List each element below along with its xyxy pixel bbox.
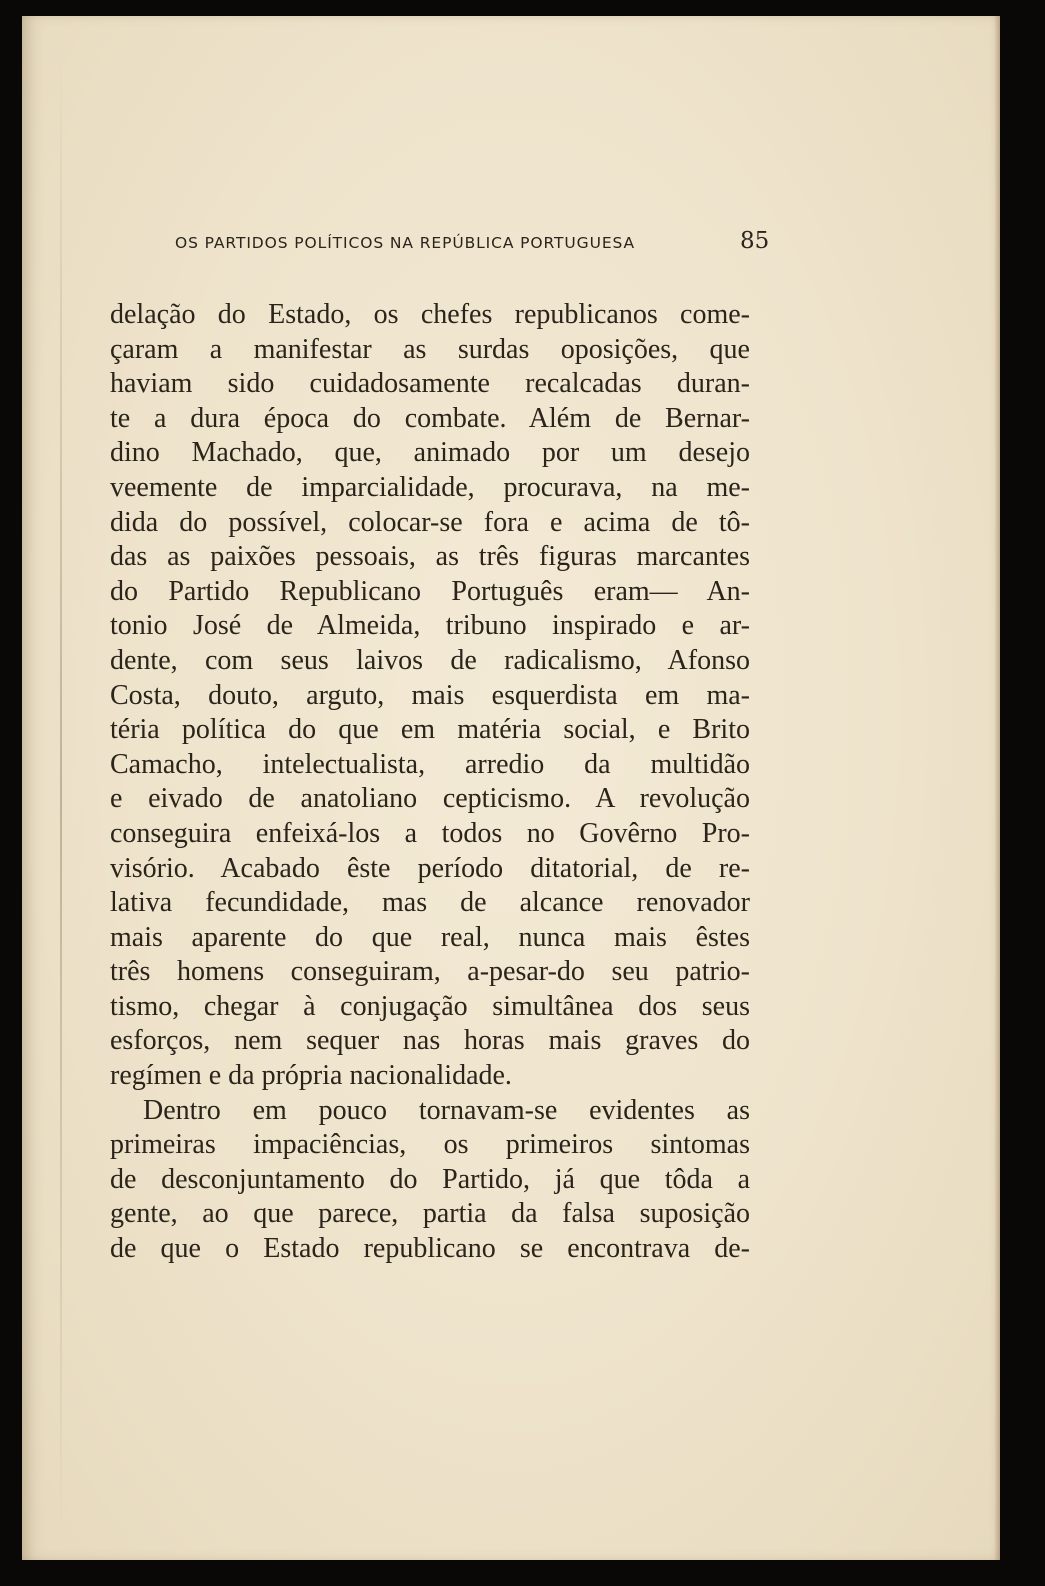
text-line: çaram a manifestar as surdas oposições, que [110, 333, 750, 365]
page-edge-shadow [994, 16, 1000, 1560]
paragraph-1 [110, 298, 750, 1094]
text-line: e eivado de anatoliano cepticismo. A revolução [110, 783, 750, 815]
body-text [110, 298, 750, 1267]
page-number: 85 [740, 228, 770, 254]
text-line: tismo, chegar à conjugação simultânea dos seus [110, 990, 750, 1022]
text-line: lativa fecundidade, mas de alcance renovador [110, 887, 750, 919]
text-line: téria política do que em matéria social, e Brito [110, 714, 750, 746]
running-header-title: OS PARTIDOS POLÍTICOS NA REPÚBLICA PORTUGUESA [175, 234, 636, 252]
text-line: Dentro em pouco tornavam-se evidentes as [143, 1094, 750, 1126]
text-line: primeiras impaciências, os primeiros sintomas [110, 1129, 750, 1161]
text-line: visório. Acabado êste período ditatorial, de re- [110, 852, 750, 884]
text-line: gente, ao que parece, partia da falsa suposição [110, 1198, 750, 1230]
text-line: te a dura época do combate. Além de Bernar- [110, 402, 750, 434]
text-line: delação do Estado, os chefes republicanos come- [110, 299, 750, 330]
text-line: dente, com seus laivos de radicalismo, Afonso [110, 644, 750, 676]
text-line: haviam sido cuidadosamente recalcadas duran- [110, 368, 750, 400]
text-line: veemente de imparcialidade, procurava, na me- [110, 471, 750, 503]
paragraph-2 [110, 1094, 750, 1267]
book-page [22, 16, 1000, 1560]
text-line: tonio José de Almeida, tribuno inspirado e ar- [110, 610, 750, 642]
text-line: Costa, douto, arguto, mais esquerdista em ma- [110, 679, 750, 711]
text-line: de desconjuntamento do Partido, já que tôda a [110, 1163, 750, 1195]
text-line: mais aparente do que real, nunca mais êstes [110, 921, 750, 953]
text-line: do Partido Republicano Português eram— An- [110, 575, 750, 607]
text-line: regímen e da própria nacionalidade. [110, 1060, 512, 1092]
binding-gutter-shadow [60, 46, 62, 1546]
text-line: esforços, nem sequer nas horas mais graves do [110, 1025, 750, 1057]
text-line: três homens conseguiram, a-pesar-do seu patrio- [110, 956, 750, 988]
text-line: das as paixões pessoais, as três figuras marcantes [110, 541, 750, 573]
text-line: dino Machado, que, animado por um desejo [110, 437, 750, 469]
text-line: dida do possível, colocar-se fora e acima de tô- [110, 506, 750, 538]
text-line: de que o Estado republicano se encontrava de- [110, 1233, 750, 1265]
text-line: Camacho, intelectualista, arredio da multidão [110, 748, 750, 780]
text-line: conseguira enfeixá-los a todos no Govêrno Pro- [110, 817, 750, 849]
